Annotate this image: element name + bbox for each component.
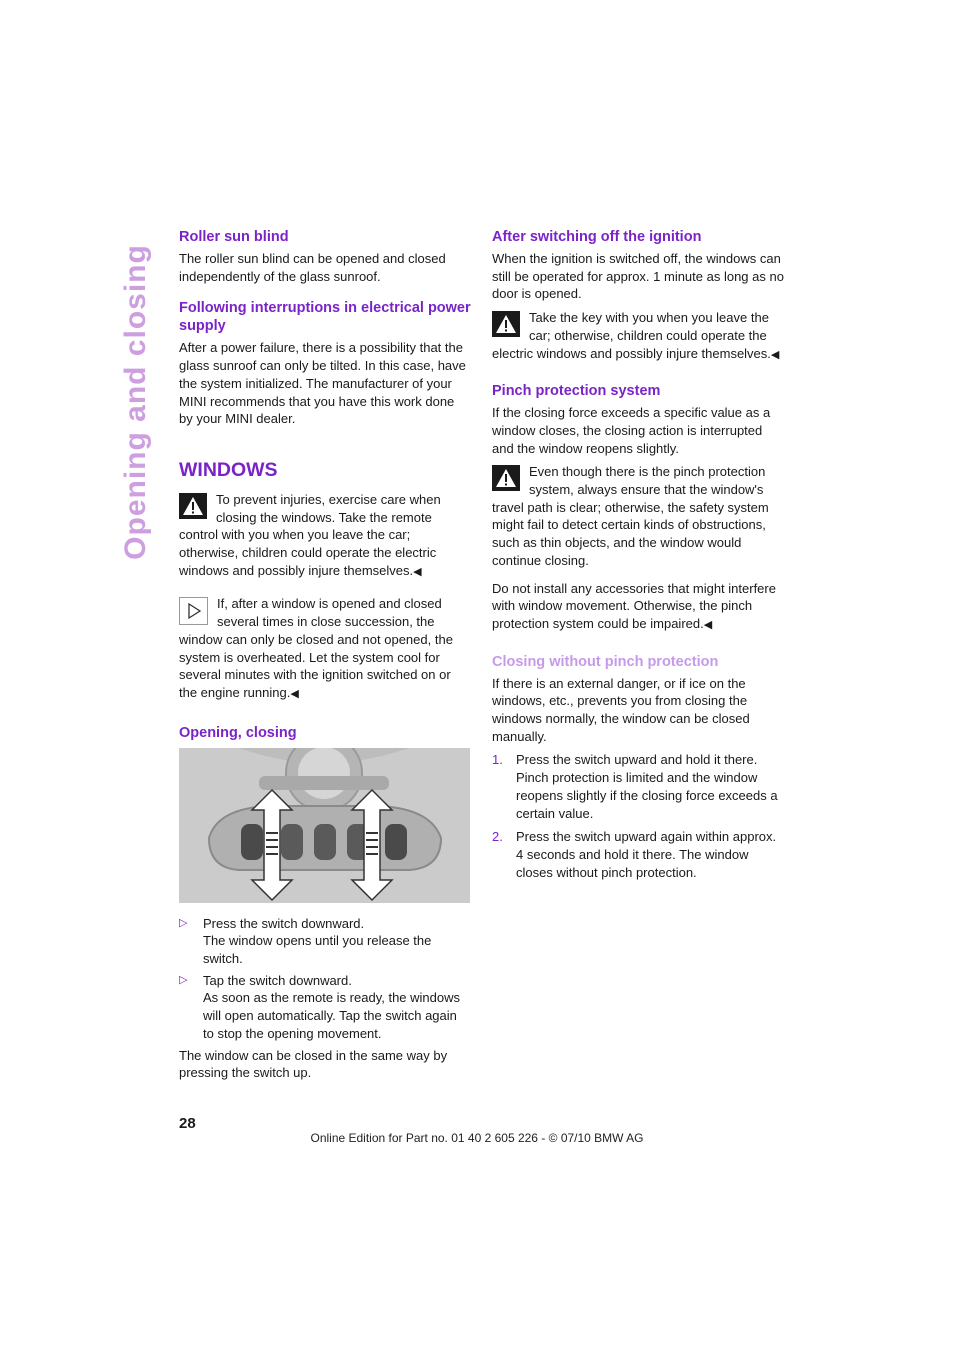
warning-block bbox=[179, 491, 471, 582]
list-item bbox=[179, 915, 471, 968]
chapter-side-title: Opening and closing bbox=[119, 244, 152, 560]
accessories-note: Do not install any accessories that might interfere with window movement. Otherwise, the pinch protection system could be impaired.◀ bbox=[492, 580, 776, 631]
opening-heading: Opening, closing bbox=[179, 724, 297, 741]
page-number: 28 bbox=[179, 1115, 196, 1132]
closing-text: The window can be closed in the same way by pressing the switch up. bbox=[179, 1047, 448, 1081]
note-block bbox=[179, 595, 471, 703]
step-main: Press the switch upward and hold it there. bbox=[516, 752, 758, 768]
step-number: 1. bbox=[492, 752, 503, 768]
note-arrow-icon bbox=[179, 597, 208, 625]
pinch-text: If the closing force exceeds a specific value as a window closes, the closing action is interrupted and the window reopens slightly. bbox=[492, 405, 771, 456]
warning-block bbox=[492, 463, 784, 569]
windows-heading: WINDOWS bbox=[179, 458, 278, 481]
footer-text: Online Edition for Part no. 01 40 2 605 226 - © 07/10 BMW AG bbox=[310, 1131, 644, 1145]
warning-text: Take the key with you when you leave the car; otherwise, children could operate the electric windows and possibly injure themselves. bbox=[492, 310, 771, 361]
list-item bbox=[492, 751, 784, 822]
list-item bbox=[492, 828, 784, 881]
bullet-sub: The window opens until you release the switch. bbox=[203, 933, 432, 967]
closing-without-pinch-text: If there is an external danger, or if ice on the windows, etc., prevents you from closing the windows normally, the window can be closed manually. bbox=[492, 675, 750, 744]
end-mark-icon: ◀ bbox=[770, 348, 780, 361]
window-switch-illustration bbox=[179, 748, 470, 903]
interrupt-heading: Following interruptions in electrical power supply bbox=[179, 300, 471, 335]
after-ignition-heading: After switching off the ignition bbox=[492, 229, 702, 245]
roller-text: The roller sun blind can be opened and closed independently of the glass sunroof. bbox=[179, 251, 446, 284]
step-sub: Pinch protection is limited and the window reopens slightly if the closing force exceeds a certain value. bbox=[516, 770, 778, 821]
step-number: 2. bbox=[492, 829, 503, 845]
warning-triangle-icon bbox=[492, 465, 520, 491]
warning-text: To prevent injuries, exercise care when closing the windows. Take the remote control with you when you leave the car; otherwise, children could operate the electric windows and possibly injure themselves. bbox=[179, 491, 441, 578]
bullet-main: Press the switch downward. bbox=[203, 915, 365, 931]
closing-without-pinch-heading: Closing without pinch protection bbox=[492, 653, 719, 670]
right-column bbox=[492, 228, 784, 885]
interrupt-text: After a power failure, there is a possibility that the glass sunroof can only be tilted. In this case, have the system initialized. The manufacturer of your MINI recommends that you have this work done by your MINI dealer. bbox=[179, 340, 466, 427]
bullet-main: Tap the switch downward. bbox=[203, 972, 352, 988]
roller-heading: Roller sun blind bbox=[179, 229, 289, 245]
end-mark-icon: ◀ bbox=[703, 618, 713, 631]
warning-triangle-icon bbox=[492, 311, 520, 337]
warning-text: Even though there is the pinch protection system, always ensure that the window's travel path is clear; otherwise, the safety system might fail to detect certain kinds of obstructions, such as thin objects, and the window would continue closing. bbox=[492, 464, 769, 568]
list-item bbox=[179, 972, 471, 1043]
bullet-arrow-icon: ▷ bbox=[179, 916, 188, 929]
warning-block bbox=[492, 309, 784, 364]
bullet-arrow-icon: ▷ bbox=[179, 973, 188, 986]
end-mark-icon: ◀ bbox=[290, 687, 299, 700]
left-column bbox=[179, 228, 471, 1086]
after-ignition-text: When the ignition is switched off, the windows can still be operated for approx. 1 minute as long as no door is opened. bbox=[492, 251, 784, 302]
end-mark-icon: ◀ bbox=[413, 565, 422, 578]
bullet-sub: As soon as the remote is ready, the windows will open automatically. Tap the switch again to stop the opening movement. bbox=[203, 990, 460, 1041]
warning-triangle-icon bbox=[179, 493, 207, 519]
pinch-heading: Pinch protection system bbox=[492, 383, 661, 400]
step-main: Press the switch upward again within approx. 4 seconds and hold it there. The window closes without pinch protection. bbox=[516, 829, 777, 880]
note-text: If, after a window is opened and closed several times in close succession, the window can only be closed and not opened, the system is overheated. Let the system cool for several minutes with the ignition switched on or the engine running. bbox=[179, 596, 453, 700]
